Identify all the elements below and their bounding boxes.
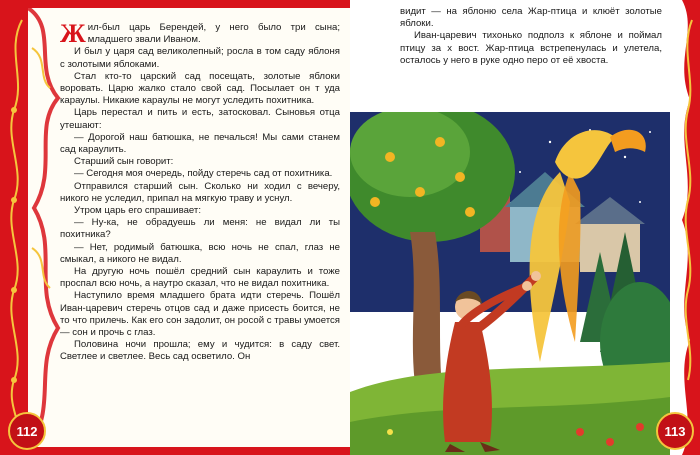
paragraph: Половина ночи прошла; ему и чудится: в саду свет. Светлее и светлее. Весь сад осветило. Он [60, 339, 340, 363]
ornament-border-right [670, 0, 700, 455]
paragraph: На другую ночь пошёл средний сын караулить и тоже проспал всю ночь, а наутро сказал, что не видал похитника. [60, 266, 340, 290]
paragraph: Жил-был царь Берендей, у него было три сына; младшего звали Иваном. [60, 19, 340, 48]
page-number-left: 112 [8, 412, 46, 450]
paragraph: Стал кто-то царский сад посещать, золотые яблоки воровать. Царю жалко стало свой сад. Посылает он т уда караулы. Никакие караулы не могут уследить похитника. [60, 70, 340, 107]
paragraph: Наступило время младшего брата идти стеречь. Пошёл Иван-царевич стеречь отцов сад и даже присесть боится, не то что прилечь. Как его сон задолит, он росой с травы умоется — сон и прочь с глаз. [60, 290, 340, 339]
ornament-border-left [0, 0, 30, 455]
paragraph: И был у царя сад великолепный; росла в том саду яблоня с золотыми яблоками. [60, 46, 340, 70]
left-text-column [60, 19, 340, 364]
paragraph: — Дорогой наш батюшка, не печалься! Мы сами станем сад караулить. [60, 131, 340, 156]
paragraph: — Ну-ка, не обрадуешь ли меня: не видал ли ты похитника? [60, 217, 340, 241]
firebird-illustration [350, 112, 670, 455]
paragraph: — Сегодня моя очередь, пойду стеречь сад от похитника. [74, 168, 333, 180]
dropcap: Ж [60, 19, 86, 48]
right-text-column [400, 6, 662, 67]
right-page [350, 0, 700, 455]
paragraph: Утром царь его спрашивает: [74, 205, 201, 217]
page-number-right: 113 [656, 412, 694, 450]
paragraph: Царь перестал и пить и есть, затосковал. Сыновья отца утешают: [60, 107, 340, 131]
paragraph: Отправился старший сын. Сколько ни ходил с вечеру, никого не уследил, припал на мягкую траву и уснул. [60, 180, 340, 204]
paragraph: Иван-царевич тихонько подполз к яблоне и поймал птицу за х вост. Жар-птица встрепенулась и улетела, осталось у него в руке одно перо от её хвоста. [400, 30, 662, 66]
paragraph: — Нет, родимый батюшка, всю ночь не спал, глаз не смыкал, а никого не видал. [60, 241, 340, 265]
paragraph: видит — на яблоню села Жар-птица и клюёт золотые яблоки. [400, 6, 662, 30]
paragraph: Старший сын говорит: [74, 156, 174, 168]
